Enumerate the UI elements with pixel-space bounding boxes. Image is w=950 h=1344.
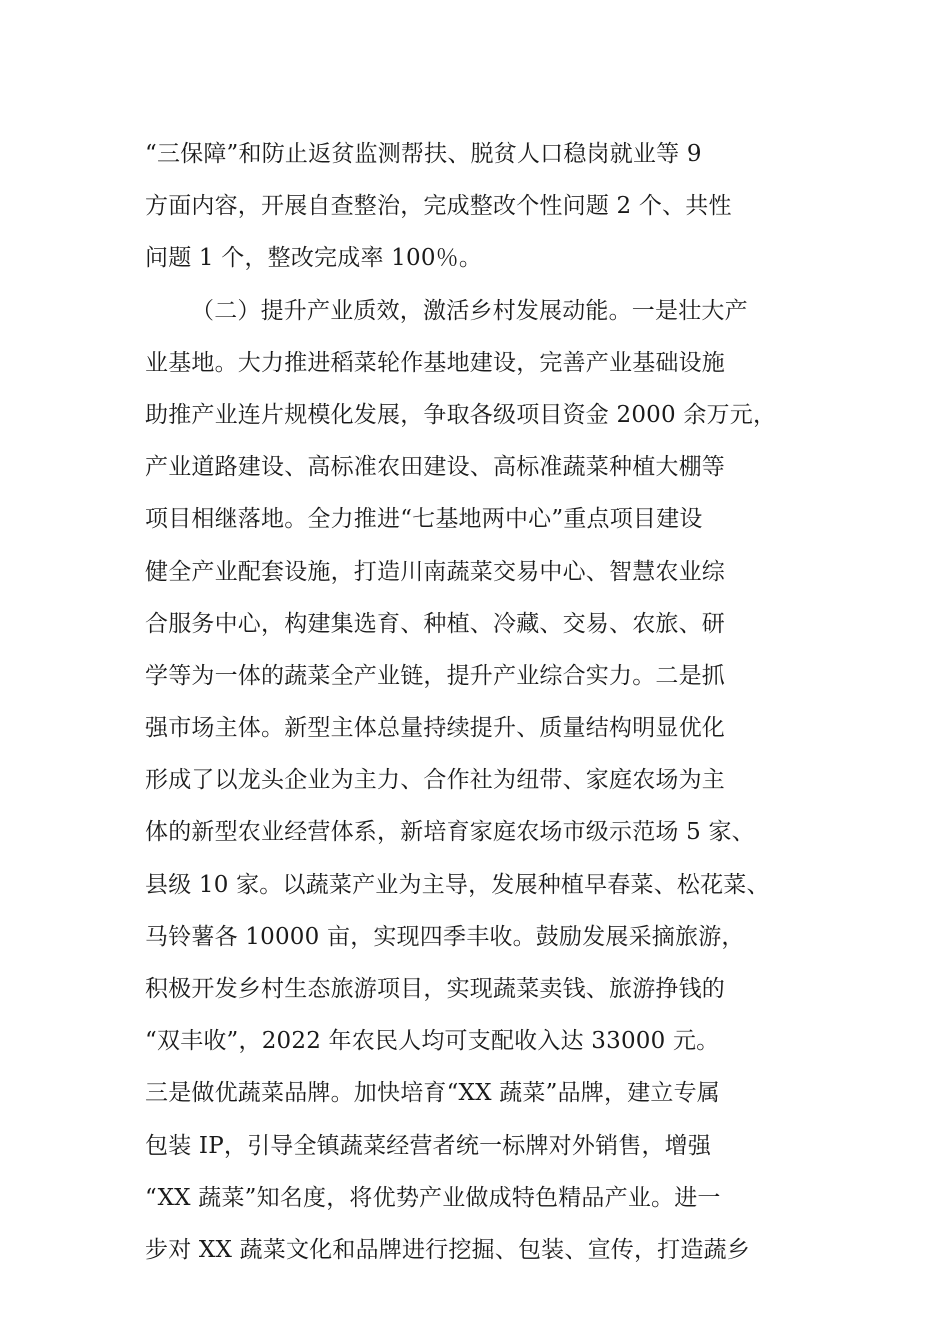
text-line: “双丰收”，2022 年农民人均可支配收入达 33000 元。 (145, 1028, 720, 1055)
text-line: 业基地。大力推进稻菜轮作基地建设，完善产业基础设施 (145, 349, 725, 376)
text-line: “XX 蔬菜”知名度，将优势产业做成特色精品产业。进一 (145, 1184, 721, 1211)
text-line: 合服务中心，构建集选育、种植、冷藏、交易、农旅、研 (145, 610, 725, 637)
text-line: 强市场主体。新型主体总量持续提升、质量结构明显优化 (145, 715, 725, 742)
body-text (145, 128, 835, 1276)
text-line: 学等为一体的蔬菜全产业链，提升产业综合实力。二是抓 (145, 662, 725, 689)
text-line: 积极开发乡村生态旅游项目，实现蔬菜卖钱、旅游挣钱的 (145, 976, 725, 1002)
text-line: 形成了以龙头企业为主力、合作社为纽带、家庭农场为主 (145, 767, 725, 794)
text-line: 项目相继落地。全力推进“七基地两中心”重点项目建设 (145, 506, 703, 533)
text-line: 体的新型农业经营体系，新培育家庭农场市级示范场 5 家、 (145, 819, 755, 846)
section-heading-line: （二）提升产业质效，激活乡村发展动能。一是壮大产 (191, 297, 748, 324)
text-line: “三保障”和防止返贫监测帮扶、脱贫人口稳岗就业等 9 (145, 141, 702, 167)
text-line: 健全产业配套设施，打造川南蔬菜交易中心、智慧农业综 (145, 558, 725, 585)
text-line: 包装 IP，引导全镇蔬菜经营者统一标牌对外销售，增强 (145, 1132, 712, 1159)
text-line: 方面内容，开展自查整治，完成整改个性问题 2 个、共性 (145, 193, 732, 220)
text-line: 步对 XX 蔬菜文化和品牌进行挖掘、包装、宣传，打造蔬乡 (145, 1236, 750, 1263)
text-line: 助推产业连片规模化发展，争取各级项目资金 2000 余万元， (145, 401, 777, 428)
text-line: 县级 10 家。以蔬菜产业为主导，发展种植早春菜、松花菜、 (145, 871, 770, 898)
text-line: 三是做优蔬菜品牌。加快培育“XX 蔬菜”品牌，建立专属 (145, 1080, 720, 1107)
text-line: 马铃薯各 10000 亩，实现四季丰收。鼓励发展采摘旅游， (145, 923, 745, 950)
text-line: 产业道路建设、高标准农田建设、高标准蔬菜种植大棚等 (145, 454, 725, 481)
text-line: 问题 1 个，整改完成率 100％。 (145, 245, 483, 272)
